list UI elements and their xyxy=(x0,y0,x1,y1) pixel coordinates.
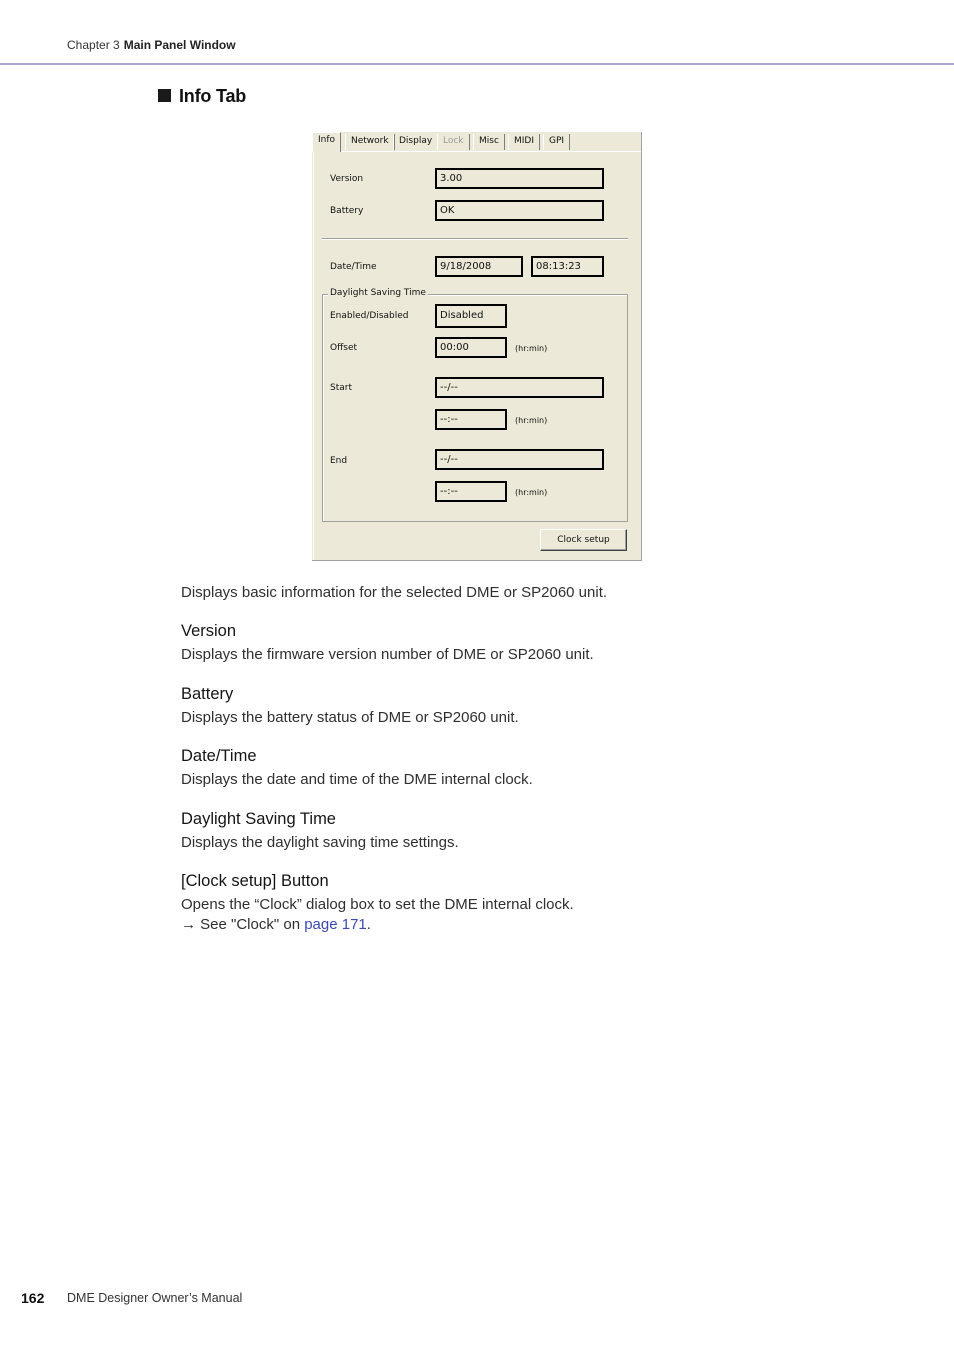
datetime-text: Displays the date and time of the DME internal clock. xyxy=(181,771,533,788)
enabled-dropdown[interactable]: Disabled xyxy=(435,304,507,328)
tab-strip xyxy=(312,132,641,152)
battery-field: OK xyxy=(435,200,604,221)
see-reference xyxy=(181,916,371,933)
tab-lock: Lock xyxy=(437,134,470,150)
dst-heading: Daylight Saving Time xyxy=(181,810,336,828)
page-number: 162 xyxy=(21,1290,45,1306)
square-bullet-icon xyxy=(158,89,171,102)
tab-display[interactable]: Display xyxy=(393,134,438,150)
tab-misc[interactable]: Misc xyxy=(473,134,505,150)
date-field: 9/18/2008 xyxy=(435,256,523,277)
offset-label: Offset xyxy=(330,343,358,353)
tab-network[interactable]: Network xyxy=(345,134,395,150)
header-divider xyxy=(0,63,954,65)
end-unit: (hr:min) xyxy=(515,488,548,497)
dst-text: Displays the daylight saving time settings. xyxy=(181,834,459,851)
chapter-title: Main Panel Window xyxy=(123,38,236,52)
see-prefix: → See "Clock" on xyxy=(181,916,305,933)
tab-content xyxy=(313,151,641,560)
clock-setup-button[interactable]: Clock setup xyxy=(540,529,627,551)
start-date-field[interactable]: --/-- xyxy=(435,377,604,398)
end-label: End xyxy=(330,456,348,466)
time-field: 08:13:23 xyxy=(531,256,604,277)
separator xyxy=(322,238,628,240)
battery-label: Battery xyxy=(330,206,364,216)
manual-title: DME Designer Owner’s Manual xyxy=(67,1291,243,1305)
end-time-field[interactable]: --:-- xyxy=(435,481,507,502)
offset-unit: (hr:min) xyxy=(515,344,548,353)
start-label: Start xyxy=(330,383,352,393)
battery-text: Displays the battery status of DME or SP2060 unit. xyxy=(181,709,519,726)
section-title-text: Info Tab xyxy=(179,86,247,106)
version-label: Version xyxy=(330,174,364,184)
see-suffix: . xyxy=(366,916,371,933)
info-tab-dialog xyxy=(312,132,642,561)
version-field: 3.00 xyxy=(435,168,604,189)
enabled-label: Enabled/Disabled xyxy=(330,311,409,321)
chapter-number: Chapter 3 xyxy=(67,38,120,52)
clock-setup-text: Opens the “Clock” dialog box to set the DME internal clock. xyxy=(181,896,574,913)
version-text: Displays the firmware version number of DME or SP2060 unit. xyxy=(181,646,594,663)
chapter-label xyxy=(67,38,236,52)
offset-field[interactable]: 00:00 xyxy=(435,337,507,358)
datetime-label: Date/Time xyxy=(330,262,377,272)
battery-heading: Battery xyxy=(181,685,234,703)
clock-setup-heading: [Clock setup] Button xyxy=(181,872,329,890)
intro-text: Displays basic information for the selected DME or SP2060 unit. xyxy=(181,584,608,601)
tab-gpi[interactable]: GPI xyxy=(543,134,570,150)
start-unit: (hr:min) xyxy=(515,416,548,425)
start-time-field[interactable]: --:-- xyxy=(435,409,507,430)
dst-group-label: Daylight Saving Time xyxy=(330,288,426,298)
page-171-link[interactable]: page 171 xyxy=(304,916,367,933)
end-date-field[interactable]: --/-- xyxy=(435,449,604,470)
datetime-heading: Date/Time xyxy=(181,747,257,765)
tab-info[interactable]: Info xyxy=(312,132,341,152)
tab-midi[interactable]: MIDI xyxy=(508,134,540,150)
version-heading: Version xyxy=(181,622,237,640)
section-title xyxy=(158,86,246,107)
